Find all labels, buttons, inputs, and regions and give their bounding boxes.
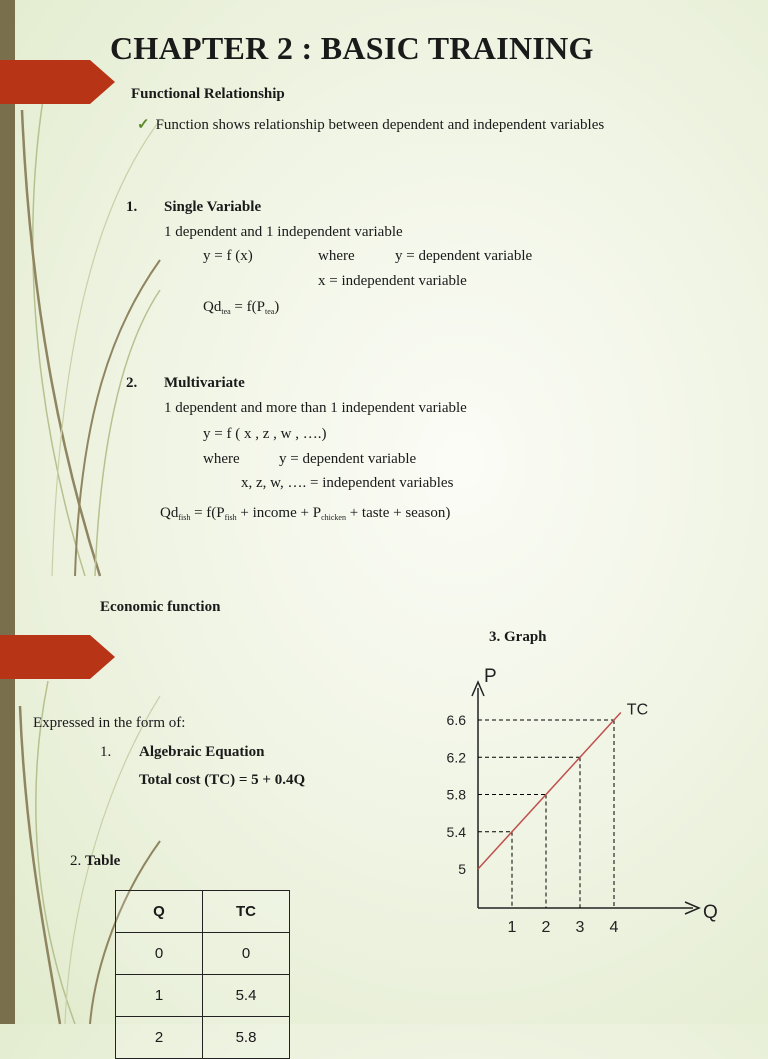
bullet-item <box>137 115 604 134</box>
table-cell: 0 <box>203 933 290 975</box>
y-tick-label: 6.2 <box>446 749 466 766</box>
example-sub: fish <box>224 513 237 522</box>
y-tick-label: 5.4 <box>446 823 466 840</box>
table-row <box>116 1017 290 1059</box>
graph-marks <box>447 702 649 936</box>
y-axis-label: P <box>484 666 497 687</box>
multivariate-equation: y = f ( x , z , w , ….) <box>203 426 327 442</box>
algebraic-number: 1. <box>100 744 112 760</box>
tc-graph <box>425 664 725 964</box>
multivariate-desc: 1 dependent and more than 1 independent variable <box>164 400 467 416</box>
single-variable-heading: Single Variable <box>164 199 262 215</box>
single-variable-where: where <box>318 248 355 264</box>
multivariate-heading: Multivariate <box>164 375 245 391</box>
x-tick-label: 3 <box>575 919 585 936</box>
example-part: = f(P <box>190 505 225 521</box>
tc-table <box>115 890 290 1059</box>
table-cell: 2 <box>116 1017 203 1059</box>
x-tick-label: 2 <box>541 919 551 936</box>
table-header-tc: TC <box>203 891 290 933</box>
single-variable-def-x: x = independent variable <box>318 273 467 289</box>
slide-tab-marker <box>0 60 115 104</box>
series-label-tc: TC <box>626 701 649 719</box>
x-tick-label: 4 <box>609 919 619 936</box>
table-row <box>116 933 290 975</box>
page-title: CHAPTER 2 : BASIC TRAINING <box>110 30 594 66</box>
x-tick-label: 1 <box>507 919 517 936</box>
checkmark-icon: ✓ <box>137 117 150 133</box>
algebraic-heading: Algebraic Equation <box>139 744 265 760</box>
table-cell: 1 <box>116 975 203 1017</box>
table-label <box>70 853 120 870</box>
algebraic-equation: Total cost (TC) = 5 + 0.4Q <box>139 772 306 788</box>
example-sub: fish <box>178 513 191 522</box>
table-row <box>116 975 290 1017</box>
example-end: ) <box>274 299 280 315</box>
example-sub: tea <box>221 307 231 316</box>
table-heading: Table <box>85 853 121 869</box>
example-sub: chicken <box>321 513 346 522</box>
multivariate-example <box>160 505 450 522</box>
multivariate-def-y: y = dependent variable <box>279 451 417 467</box>
table-number: 2. <box>70 853 82 869</box>
y-tick-label: 5 <box>458 861 466 877</box>
example-part: + income + P <box>236 505 322 521</box>
section-title: Economic function <box>100 599 221 615</box>
table-header-q: Q <box>116 891 203 933</box>
single-variable-def-y: y = dependent variable <box>395 248 533 264</box>
table-cell: 5.8 <box>203 1017 290 1059</box>
example-mid: = f(P <box>230 299 265 315</box>
multivariate-number: 2. <box>126 375 138 391</box>
multivariate-def-x: x, z, w, …. = independent variables <box>241 475 454 491</box>
tc-series-line <box>478 713 621 869</box>
single-variable-desc: 1 dependent and 1 independent variable <box>164 224 403 240</box>
example-qd: Qd <box>203 299 222 315</box>
single-variable-number: 1. <box>126 199 138 215</box>
intro-text: Expressed in the form of: <box>33 715 186 731</box>
table-header-row <box>116 891 290 933</box>
single-variable-equation: y = f (x) <box>203 248 253 264</box>
single-variable-example <box>203 299 279 316</box>
table-cell: 5.4 <box>203 975 290 1017</box>
table-cell: 0 <box>116 933 203 975</box>
x-axis-label: Q <box>703 902 718 923</box>
y-tick-label: 6.6 <box>446 712 466 728</box>
bullet-text: Function shows relationship between dependent and independent variables <box>155 117 605 133</box>
slide-tab-marker <box>0 635 115 679</box>
example-part: + taste + season) <box>345 505 451 521</box>
graph-heading: 3. Graph <box>489 629 547 645</box>
section-subtitle: Functional Relationship <box>131 86 285 102</box>
y-tick-label: 5.8 <box>446 786 466 803</box>
example-sub: tea <box>264 307 275 316</box>
slide-economic-function <box>0 576 768 1046</box>
example-qd: Qd <box>160 505 179 521</box>
multivariate-where: where <box>203 451 240 467</box>
